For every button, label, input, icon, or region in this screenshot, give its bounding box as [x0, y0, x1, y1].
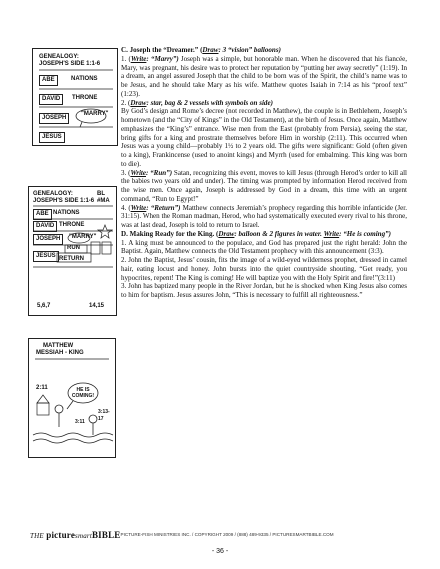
jesus-box: JESUS: [33, 251, 59, 262]
brand-logo: THE picturesmartBIBLE: [30, 530, 121, 540]
section-d-heading: D. Making Ready for the King. (Draw: balloon & 2 figures in water. Write: “He is coming”): [121, 229, 391, 238]
reference: 3:13-17: [98, 409, 110, 422]
run-label: RUN: [67, 245, 80, 251]
throne-label: THRONE: [72, 95, 98, 101]
genealogy-sketch: [32, 48, 118, 146]
sketch-lines: [33, 49, 117, 145]
copyright-line: / PICTURE-FISH MINISTRIES INC. / COPYRIGHT 2009 / (888) 489-9335 / PICTURESMARTBIBLE.COM: [118, 532, 334, 537]
ref-left: 5,6,7: [37, 303, 51, 309]
sketch-title: GENEALOGY:: [33, 191, 73, 197]
ref-right: 14,15: [89, 303, 105, 309]
sketch-subtitle: JOSEPH'S SIDE 1:1-6: [33, 198, 95, 204]
abe-box: ABE: [33, 209, 52, 220]
abe-box: ABE: [39, 75, 58, 86]
magi-sketch: [28, 186, 117, 316]
sketch-lines: [29, 339, 115, 457]
jesus-box: JESUS: [39, 132, 65, 143]
paragraph-c2: By God’s design and Rome’s decree (not recorded in Matthew), the couple is in Bethlehem, Joseph’s hometown (and the “City of Kings” in the Old Testament), at the birth of Jesus. Once again, Matthew emphasizes the “King’s” entrance. Wise men from the East (probably from Persia), seeing the star, bring gifts for a king and prostrate themselves before Him in worship (2:11). This occurred when Jesus was a young child—probably 1½ to 2 years old. The gifts were significant: Gold (often given to a king), Frankincense (used to anoint kings) and Myrrh (used for embalming. This king was born to die).: [121, 107, 407, 168]
nations-label: NATIONS: [71, 76, 98, 82]
page-number: - 36 -: [211, 548, 229, 555]
speech-bubble-text: HE IS COMING!: [71, 387, 95, 399]
reference: 2:11: [36, 385, 48, 391]
marry-label: "MARRY": [81, 111, 109, 117]
return-label: RETURN: [59, 256, 84, 262]
paragraph-c2-heading: 2. (Draw: star, bag & 2 vessels with symbols on side): [121, 98, 273, 107]
sketch-title: GENEALOGY:: [39, 54, 79, 60]
marry-label: "MARRY": [69, 234, 97, 240]
nations-label: NATIONS: [53, 210, 80, 216]
sketch-subtitle: MESSIAH - KING: [36, 350, 84, 356]
throne-label: THRONE: [59, 222, 85, 228]
david-box: DAVID: [39, 94, 63, 105]
sketch-title: MATTHEW: [43, 343, 74, 349]
reference: 3:11: [75, 419, 85, 425]
david-box: DAVID: [33, 221, 57, 232]
corner-label: BL: [97, 191, 105, 197]
footer: [30, 530, 410, 542]
sketch-lines: [29, 187, 116, 315]
lesson-text: [121, 46, 407, 300]
joseph-box: JOSEPH: [39, 113, 69, 124]
paragraph-c1: 1. (Write: “Marry”) Joseph was a simple, but honorable man. When he discovered that his fiancée, Mary, was pregnant, his desire was to protect her reputation by “putting her away secretly” (1:19). In a dream, an angel assured Joseph that the child to be born was of the Spirit, the child’s name was to be Jesus, and he should take Mary as his wife. Matthew quotes Isaiah in 7:14 as his “proof text” (1:23).: [121, 54, 407, 98]
joseph-box: JOSEPH: [33, 234, 63, 245]
corner-label-2: #MA: [97, 198, 110, 204]
paragraph-d2: 2. John the Baptist, Jesus’ cousin, fits the image of a wild-eyed wilderness prophet, dressed in camel hair, eating locust and honey. John bursts into the quiet countryside shouting, “Get ready, you hypocrites, repent! The King is coming! He will baptize you with the Holy Spirit and fire!”(3:11): [121, 256, 407, 282]
sketch-subtitle: JOSEPH'S SIDE 1:1-6: [39, 61, 101, 67]
paragraph-c3: 3. (Write: “Run”) Satan, recognizing this event, moves to kill Jesus (through Herod’s order to kill all the babies two years old and under). The timing was prompted by information Herod received from the wise men. Once again, Joseph is addressed by God in a dream, this time with an urgent command, “Run to Egypt!”: [121, 168, 407, 203]
paragraph-d1: 1. A king must be announced to the populace, and God has prepared just the right herald: John the Baptist. Again, Matthew connects the Old Testament prophecy with this announcement (3:3).: [121, 238, 407, 256]
paragraph-d3: 3. John has baptized many people in the River Jordan, but he is shocked when King Jesus also comes to him for baptism. Jesus assures John, “This is necessary to fulfill all righteousness.”: [121, 282, 407, 299]
baptism-sketch: [28, 338, 116, 458]
section-c-heading: C. Joseph the “Dreamer.” (Draw: 3 “vision” balloons): [121, 46, 281, 54]
paragraph-c4: 4. (Write: “Return”) Matthew connects Jeremiah’s prophecy regarding this horrible infanticide (Jer. 31:15). When the Roman madman, Herod, who had systematically executed every rival to his throne, was at last dead, Joseph is told to return to Israel.: [121, 203, 407, 229]
